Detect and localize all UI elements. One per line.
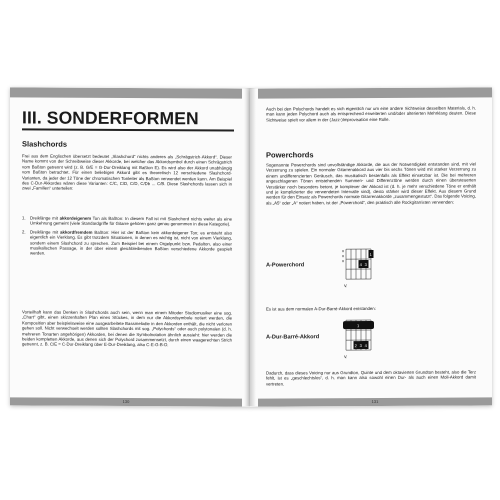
left-header-bar bbox=[10, 87, 242, 98]
right-closing-paragraph bbox=[266, 369, 476, 389]
list-item-text: Dreiklänge mit akkordeigenem Ton als Baßton: In diesem Fall ist mit Slashchord nichts weiter als eine Umkehrung gemeint (viele Standardgriffe für Gitarre gehören ganz genau genommen in diese Kategorie). bbox=[30, 215, 233, 227]
svg-text:x: x bbox=[342, 248, 344, 254]
left-page bbox=[10, 87, 250, 406]
svg-text:3: 3 bbox=[364, 262, 367, 268]
svg-text:1: 1 bbox=[369, 251, 372, 258]
right-header-bar bbox=[258, 87, 492, 98]
page-number: 131 bbox=[371, 398, 379, 404]
fret-position-text: V. bbox=[344, 283, 348, 289]
a-powerchord-label: A-Powerchord bbox=[266, 262, 305, 269]
list-item-number: 2. bbox=[22, 229, 26, 235]
svg-text:x: x bbox=[342, 258, 344, 264]
list-item-text: Dreiklänge mit akkordfremdem Baßton: Hier ist der Baßton kein akkordeigener Ton; es entsteht also eigentlich ein Vierklang. Es gibt trotzdem Situationen, in denen es wichtig ist, nicht von einem Vierklang, sondern einem Slashchord zu sprechen. Zum Beispiel bei einem Orgelpunkt bzw. Pedalton, also einer musikalischen Passage, in der über einem gleichbleibenden Baßton verschiedene Akkorde gespielt werden. bbox=[30, 229, 232, 256]
powerchords-paragraph bbox=[266, 161, 476, 208]
svg-text:4: 4 bbox=[359, 262, 362, 268]
fret-position-text: V. bbox=[344, 354, 348, 360]
right-intro-paragraph bbox=[266, 105, 476, 125]
right-footer-bar bbox=[258, 397, 492, 406]
a-barre-diagram bbox=[338, 316, 380, 362]
list-item bbox=[22, 215, 232, 227]
svg-text:3: 3 bbox=[359, 343, 362, 349]
svg-text:4: 4 bbox=[364, 343, 367, 349]
right-page bbox=[250, 87, 492, 406]
section-title-slashchords: Slashchords bbox=[22, 139, 68, 149]
left-footer-bar bbox=[10, 397, 242, 406]
family-list bbox=[22, 215, 232, 260]
powerchords-text: Sogenannte Powerchords sind unvollständige Akkorde, die aus der Notwendigkeit entstanden sind, mit viel Verzerrung zu spielen. Ein normaler Gitarrenakkord aus vier bis sechs Tönen wird mit starker Verzerrung zu einem undifferenzierten Geräusch, das musikalisch bestenfalls als Effekt einsetzbar ist. Die bei mehreren angeschlagenen Tönen entstehenden Summen- und Differenztöne werden durch einen übersteuerten Verstärker noch besonders betont, je komplexer der Akkord ist (d. h. je mehr verschiedene Töne er enthält und je komplizierter die verwendeten Intervalle sind), desto stärker wird dieser Effekt. Aus diesem Grund werden für den Einsatz als Powerchords normale Gitarrenakkorde „zusammengestutzt“. Das folgende Voicing, als „A5“ oder „A“ notiert haben, ist der „Powerchord“, den praktisch alle Rockgitarristen verwenden: bbox=[266, 161, 476, 206]
chapter-title: III. SONDERFORMEN bbox=[22, 107, 199, 129]
barre-intro-text: Es ist aus dem normalen A-Dur-Barré-Akkord entstanden: bbox=[266, 305, 376, 312]
svg-text:1: 1 bbox=[357, 323, 360, 329]
left-closing-paragraph bbox=[22, 309, 232, 351]
book-gutter bbox=[244, 88, 256, 406]
polychord-text: Auch bei den Polychords handelt es sich eigentlich nur um eine andere Sichtweise desselben Materials, d. h. man kann jeden Polychord auch als entsprechend erweiterten und/oder alterierten Mehrklang deuten. Diese Sichtweise spielt vor allem in der (Jazz-)Improvisation eine Rolle. bbox=[266, 105, 476, 123]
closing-text: Dadurch, dass dieses Voicing nur aus Grundton, Quinte und dem oktavierten Grundton besteht, also die Terz fehlt, ist es „geschlechtslos“, d. h. man kann also sowohl einen Dur- als auch einen Moll-Akkord damit vertreten. bbox=[266, 369, 476, 387]
section-title-powerchords: Powerchords bbox=[266, 150, 314, 160]
left-intro-paragraph bbox=[22, 153, 232, 195]
intro-text: Frei aus dem Englischen übersetzt bedeutet „Slashchord“ nichts anderes als „Schrägstrich-Akkord“. Dieser Name kommt von der Schreibweise dieser Akkorde, bei welcher das Akkordsymbol durch einen Schrägstrich vom Baßton getrennt wird (z. B. G/E = G-Dur-Dreiklang mit Baßton E). Es wird also der Akkord unabhängig vom Baßton betrachtet. Für einen beliebigen Akkord gibt es theoretisch 12 verschiedene Slashchord-Varianten, da jeder der 12 Töne der chromatischen Tonleiter als Baßton verwendet werden kann. Am Beispiel des C-Dur-Akkordes wären diese Varianten: C/C, C/D, C/D, C/Db ... C/B. Diese Slashchords lassen sich in zwei „Familien“ unterteilen: bbox=[22, 153, 232, 192]
a-powerchord-diagram bbox=[338, 245, 380, 291]
list-item-number: 1. bbox=[22, 215, 26, 221]
closing-text: Vorteilhaft kann das Denken in Slashchords auch sein, wenn man einem Mitoder Studiomusiker eine sog. „Chart“ gibt, einen skizzenhaften Plan eines Stückes, in dem nur die Akkordsymbole notiert werden, die Komposition aber beispielsweise eine ausgearbeitete Bassmelodie in den Akkorden enthält, die nicht verloren gehen soll. Nicht verwechselt werden sollten Slashchords mit sog. „Polychords“ oder auch polytonalen (d. h. mehreren Tonarten angehörigen) Akkorden, bei denen die Symbolnotation ähnlich aussieht: hier werden die beiden kompletten Akkorde, aus denen sich der Polychord zusammensetzt, durch einen waagerechten Strich getrennt, z. B. C/E = C-Dur-Dreiklang über E-Dur-Dreiklang, also C-E-G-B-D. bbox=[22, 309, 232, 348]
svg-text:2: 2 bbox=[354, 343, 357, 349]
list-item bbox=[22, 229, 232, 257]
svg-text:x: x bbox=[342, 253, 344, 259]
title-rule bbox=[22, 128, 234, 131]
page-number: 130 bbox=[122, 398, 130, 404]
a-barre-label: A-Dur-Barré-Akkord bbox=[266, 334, 320, 341]
